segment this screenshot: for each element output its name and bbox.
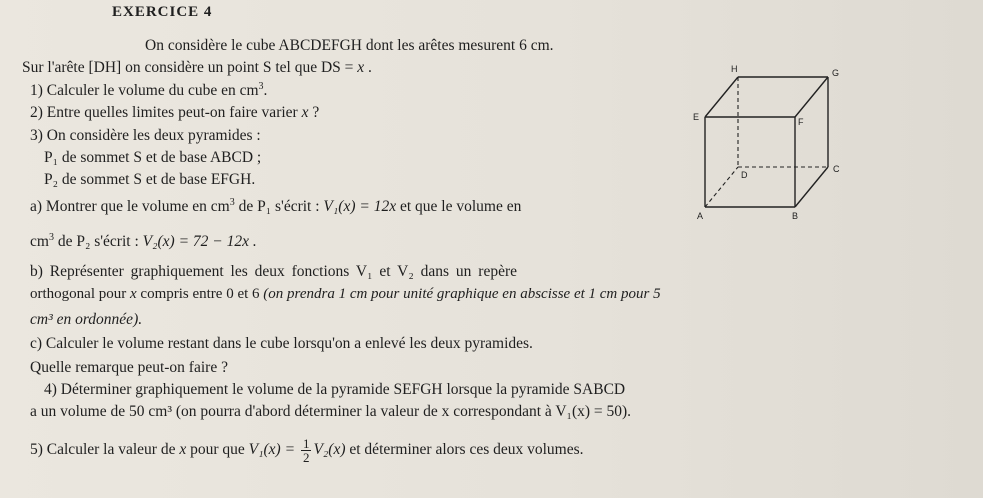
question-3: 3) On considère les deux pyramides :	[30, 127, 261, 144]
question-b-italic: (on prendra 1 cm pour unité graphique en abscisse et 1 cm pour 5	[263, 286, 661, 302]
edge-bc	[795, 167, 828, 207]
label-e: E	[693, 112, 700, 122]
question-a-prefix: a) Montrer que le volume en cm	[30, 198, 230, 215]
question-a-suffix: et que le volume en	[396, 198, 522, 215]
question-1-text: 1) Calculer le volume du cube en cm	[30, 82, 259, 99]
cube-diagram	[683, 62, 853, 222]
question-2-prefix: 2) Entre quelles limites peut-on faire varier	[30, 104, 302, 121]
setup-prefix: Sur l'arête [DH] on considère un point S tel que DS =	[22, 59, 358, 76]
question-a-cont: $cm^3$ de P₂ s'écrit : V₂(x) = 72 − 12x .	[30, 231, 257, 250]
question-5	[30, 437, 584, 464]
label-a: A	[697, 211, 704, 221]
label-f: F	[798, 117, 804, 127]
question-b-var: x	[129, 286, 137, 302]
setup-text	[22, 58, 372, 78]
formula-v2: V₂(x) = 72 − 12x .	[142, 233, 257, 250]
label-d: D	[741, 170, 748, 180]
label-h: H	[731, 64, 738, 74]
question-b-line1: b) Représenter graphiquement les deux fonctions V₁ et V₂ dans un repère	[30, 263, 518, 280]
question-b-mid: compris entre 0 et 6	[136, 286, 264, 302]
question-2-var: x	[301, 104, 309, 121]
question-c-line1: c) Calculer le volume restant dans le cube lorsqu'on a enlevé les deux pyramides.	[30, 335, 533, 352]
edge-fg	[795, 77, 828, 117]
question-4-line2: a un volume de 50 cm³ (on pourra d'abord déterminer la valeur de x correspondant à V₁(x) = 50).	[30, 403, 632, 420]
exercise-title: EXERCICE 4	[112, 4, 213, 20]
question-a-mid: de P₁ s'écrit :	[234, 198, 324, 215]
intro-text: On considère le cube ABCDEFGH dont les arêtes mesurent 6 cm.	[145, 37, 554, 54]
fraction-numerator: 1	[302, 436, 310, 451]
edge-eh	[705, 77, 738, 117]
edge-ad-hidden	[705, 167, 738, 207]
question-5-lhs: V₁(x) =	[248, 441, 299, 459]
label-b: B	[792, 211, 799, 221]
question-a2-mid: de P₂ s'écrit :	[53, 233, 143, 250]
question-2-suffix: ?	[308, 104, 320, 121]
fraction-one-half	[301, 437, 312, 464]
formula-v1: V₁(x) = 12x	[323, 198, 397, 215]
setup-suffix: .	[364, 59, 372, 76]
question-5-rhs: V₂(x)	[313, 441, 346, 459]
question-5-mid: pour que	[186, 441, 249, 459]
question-c-line2: Quelle remarque peut-on faire ?	[30, 359, 228, 376]
question-b-line2	[30, 284, 661, 304]
question-b-line3: cm³ en ordonnée).	[30, 311, 143, 328]
label-g: G	[832, 68, 840, 78]
question-4-line1: 4) Déterminer graphiquement le volume de la pyramide SEFGH lorsque la pyramide SABCD	[44, 381, 626, 398]
question-2	[30, 103, 319, 123]
question-5-var: x	[179, 441, 187, 459]
fraction-denominator: 2	[302, 450, 310, 465]
pyramid-p1: P₁ de sommet S et de base ABCD ;	[44, 149, 262, 166]
question-5-prefix: 5) Calculer la valeur de	[30, 441, 180, 459]
setup-var: x	[357, 59, 365, 76]
question-a: a) Montrer que le volume en $cm^3$ de P₁ s'écrit : V₁(x) = 12x et que le volume en	[30, 196, 522, 215]
pyramid-p2: P₂ de sommet S et de base EFGH.	[44, 171, 256, 188]
question-5-suffix: et déterminer alors ces deux volumes.	[345, 441, 584, 459]
question-1: 1) Calculer le volume du cube en $cm^3$.	[30, 80, 268, 99]
question-a2-prefix: cm	[30, 233, 49, 250]
question-b-prefix: orthogonal pour	[30, 286, 130, 302]
label-c: C	[833, 164, 840, 174]
